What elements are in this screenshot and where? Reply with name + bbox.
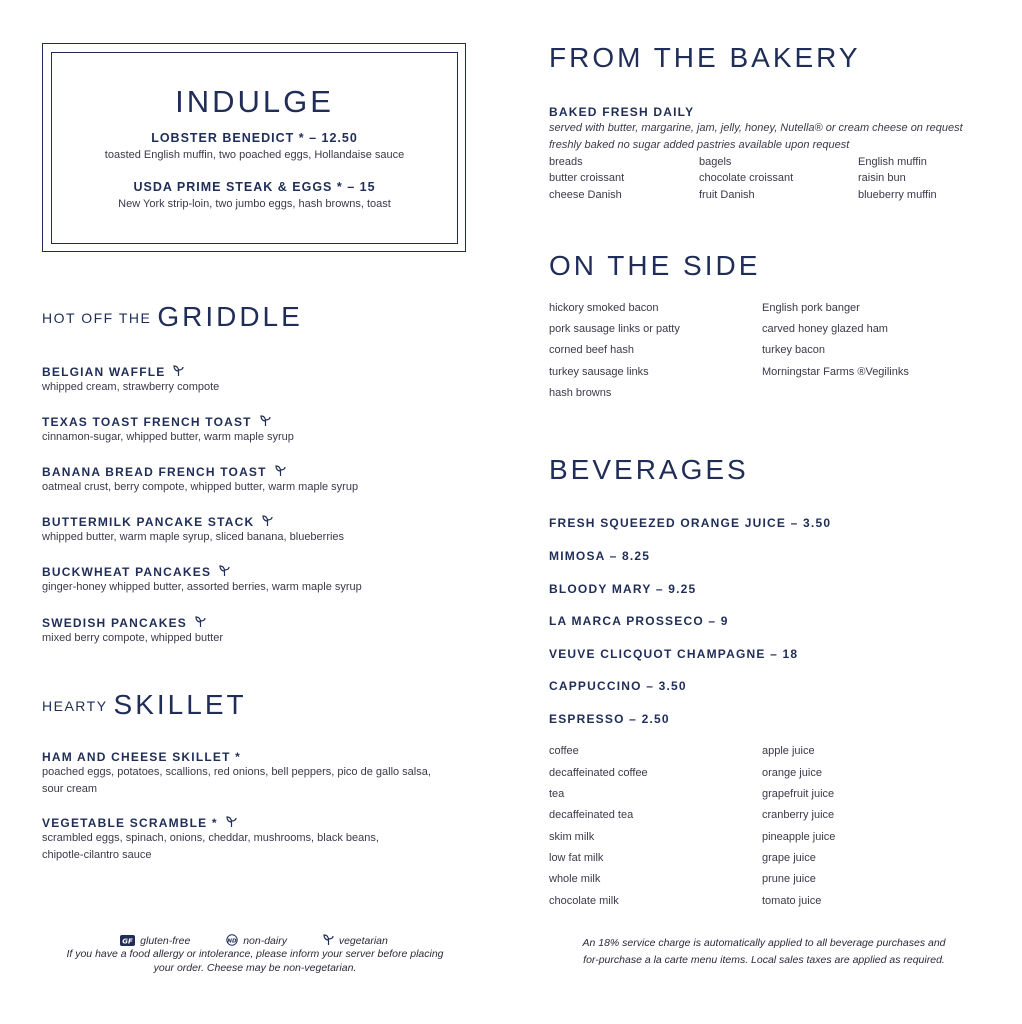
menu-item <box>42 415 294 446</box>
legend <box>42 934 466 947</box>
vegetarian-icon <box>275 465 286 477</box>
menu-item <box>42 565 362 596</box>
bakery-note: served with butter, margarine, jam, jelly, honey, Nutella® or cream cheese on request <box>549 122 963 134</box>
indulge-item-name: LOBSTER BENEDICT * – 12.50 <box>151 131 358 145</box>
vegetarian-icon <box>260 415 271 427</box>
skillet-heading-small: HEARTY <box>42 698 108 714</box>
item-name: BELGIAN WAFFLE <box>42 365 166 379</box>
beverage-item: VEUVE CLICQUOT CHAMPAGNE – 18 <box>549 647 799 661</box>
gluten-free-mark: GF <box>122 937 133 946</box>
non-dairy-icon <box>226 934 238 946</box>
bakery-note: freshly baked no sugar added pastries available upon request <box>549 139 850 151</box>
bakery-item: raisin bun <box>858 172 906 184</box>
menu-item <box>42 750 431 798</box>
bakery-item: bagels <box>699 156 732 168</box>
bakery-heading: FROM THE BAKERY <box>549 42 861 73</box>
beverage-item: LA MARCA PROSSECO – 9 <box>549 614 729 628</box>
beverage-item: MIMOSA – 8.25 <box>549 549 651 563</box>
side-item: pork sausage links or patty <box>549 323 680 335</box>
indulge-item-desc: New York strip-loin, two jumbo eggs, hash browns, toast <box>118 198 391 210</box>
bakery-item: butter croissant <box>549 172 625 184</box>
item-desc: mixed berry compote, whipped butter <box>42 632 223 644</box>
item-name: TEXAS TOAST FRENCH TOAST <box>42 415 252 429</box>
bakery-item: chocolate croissant <box>699 172 794 184</box>
item-desc-line: chipotle-cilantro sauce <box>42 849 152 861</box>
menu-item <box>42 816 379 864</box>
item-name: BANANA BREAD FRENCH TOAST <box>42 465 267 479</box>
item-desc: whipped butter, warm maple syrup, sliced banana, blueberries <box>42 531 345 543</box>
vegetarian-icon <box>226 816 237 828</box>
beverage-option: low fat milk <box>549 852 604 864</box>
beverage-option: cranberry juice <box>762 809 835 821</box>
beverage-option: apple juice <box>762 745 815 757</box>
item-name: VEGETABLE SCRAMBLE * <box>42 816 218 830</box>
item-desc: whipped cream, strawberry compote <box>42 381 220 393</box>
beverage-option: grape juice <box>762 852 816 864</box>
bakery-item: blueberry muffin <box>858 189 937 201</box>
griddle-heading <box>42 301 303 333</box>
side-item: hash browns <box>549 387 612 399</box>
indulge-frame-inner <box>51 52 458 244</box>
vegetarian-icon <box>323 934 334 946</box>
legend-gluten-free: gluten-free <box>140 935 191 947</box>
beverage-option: orange juice <box>762 767 822 779</box>
item-desc-line: scrambled eggs, spinach, onions, cheddar, mushrooms, black beans, <box>42 832 379 844</box>
bakery-item: cheese Danish <box>549 189 622 201</box>
item-name: BUTTERMILK PANCAKE STACK <box>42 515 255 529</box>
vegetarian-icon <box>195 616 206 628</box>
griddle-heading-big: GRIDDLE <box>157 301 303 332</box>
beverage-option: whole milk <box>549 873 601 885</box>
item-desc: ginger-honey whipped butter, assorted berries, warm maple syrup <box>42 581 362 593</box>
item-name: HAM AND CHEESE SKILLET * <box>42 750 242 764</box>
side-item: hickory smoked bacon <box>549 302 659 314</box>
indulge-item-name: USDA PRIME STEAK & EGGS * – 15 <box>133 180 376 194</box>
beverage-option: decaffeinated tea <box>549 809 634 821</box>
item-name: SWEDISH PANCAKES <box>42 616 187 630</box>
bakery-item: fruit Danish <box>699 189 755 201</box>
vegetarian-icon <box>262 515 273 527</box>
beverage-option: tea <box>549 788 565 800</box>
side-item: turkey bacon <box>762 344 825 356</box>
beverage-option: chocolate milk <box>549 895 619 907</box>
item-desc: cinnamon-sugar, whipped butter, warm maple syrup <box>42 431 294 443</box>
beverage-item: CAPPUCCINO – 3.50 <box>549 679 687 693</box>
beverages-heading: BEVERAGES <box>549 454 749 485</box>
side-item: turkey sausage links <box>549 366 649 378</box>
side-item: corned beef hash <box>549 344 635 356</box>
beverage-option: skim milk <box>549 831 595 843</box>
vegetarian-icon <box>219 565 230 577</box>
beverage-item: BLOODY MARY – 9.25 <box>549 582 697 596</box>
side-item: carved honey glazed ham <box>762 323 888 335</box>
gluten-free-icon <box>120 935 135 946</box>
non-dairy-mark: ND <box>227 938 237 945</box>
menu-item <box>42 616 223 647</box>
skillet-heading <box>42 689 247 721</box>
bakery-item: English muffin <box>858 156 927 168</box>
item-desc-line: poached eggs, potatoes, scallions, red onions, bell peppers, pico de gallo salsa, <box>42 766 431 778</box>
side-item: English pork banger <box>762 302 860 314</box>
menu-item <box>42 465 358 496</box>
beverage-item: FRESH SQUEEZED ORANGE JUICE – 3.50 <box>549 516 832 530</box>
menu-item <box>42 515 344 546</box>
beverage-option: pineapple juice <box>762 831 836 843</box>
beverage-option: tomato juice <box>762 895 822 907</box>
beverage-option: coffee <box>549 745 579 757</box>
griddle-heading-small: HOT OFF THE <box>42 310 152 326</box>
side-heading: ON THE SIDE <box>549 250 761 281</box>
beverage-option: grapefruit juice <box>762 788 835 800</box>
allergy-note: your order. Cheese may be non-vegetarian. <box>153 962 357 974</box>
service-charge-note: for-purchase a la carte menu items. Local sales taxes are applied as required. <box>583 954 945 966</box>
legend-non-dairy: non-dairy <box>243 935 287 947</box>
skillet-heading-big: SKILLET <box>113 689 247 720</box>
beverage-option: prune juice <box>762 873 816 885</box>
menu-item <box>42 365 219 396</box>
bakery-item: breads <box>549 156 583 168</box>
legend-vegetarian: vegetarian <box>338 935 388 947</box>
vegetarian-icon <box>173 365 184 377</box>
beverage-option: decaffeinated coffee <box>549 767 648 779</box>
item-name: BUCKWHEAT PANCAKES <box>42 565 212 579</box>
indulge-title: INDULGE <box>175 84 334 119</box>
service-charge-note: An 18% service charge is automatically applied to all beverage purchases and <box>582 937 946 949</box>
item-desc: oatmeal crust, berry compote, whipped butter, warm maple syrup <box>42 481 359 493</box>
indulge-item-desc: toasted English muffin, two poached eggs, Hollandaise sauce <box>104 149 405 161</box>
side-item: Morningstar Farms ®Vegilinks <box>762 366 909 378</box>
bakery-subheading: BAKED FRESH DAILY <box>549 105 695 119</box>
item-desc-line: sour cream <box>42 783 98 795</box>
beverage-item: ESPRESSO – 2.50 <box>549 712 670 726</box>
allergy-note: If you have a food allergy or intolerance, please inform your server before placing <box>66 948 444 960</box>
